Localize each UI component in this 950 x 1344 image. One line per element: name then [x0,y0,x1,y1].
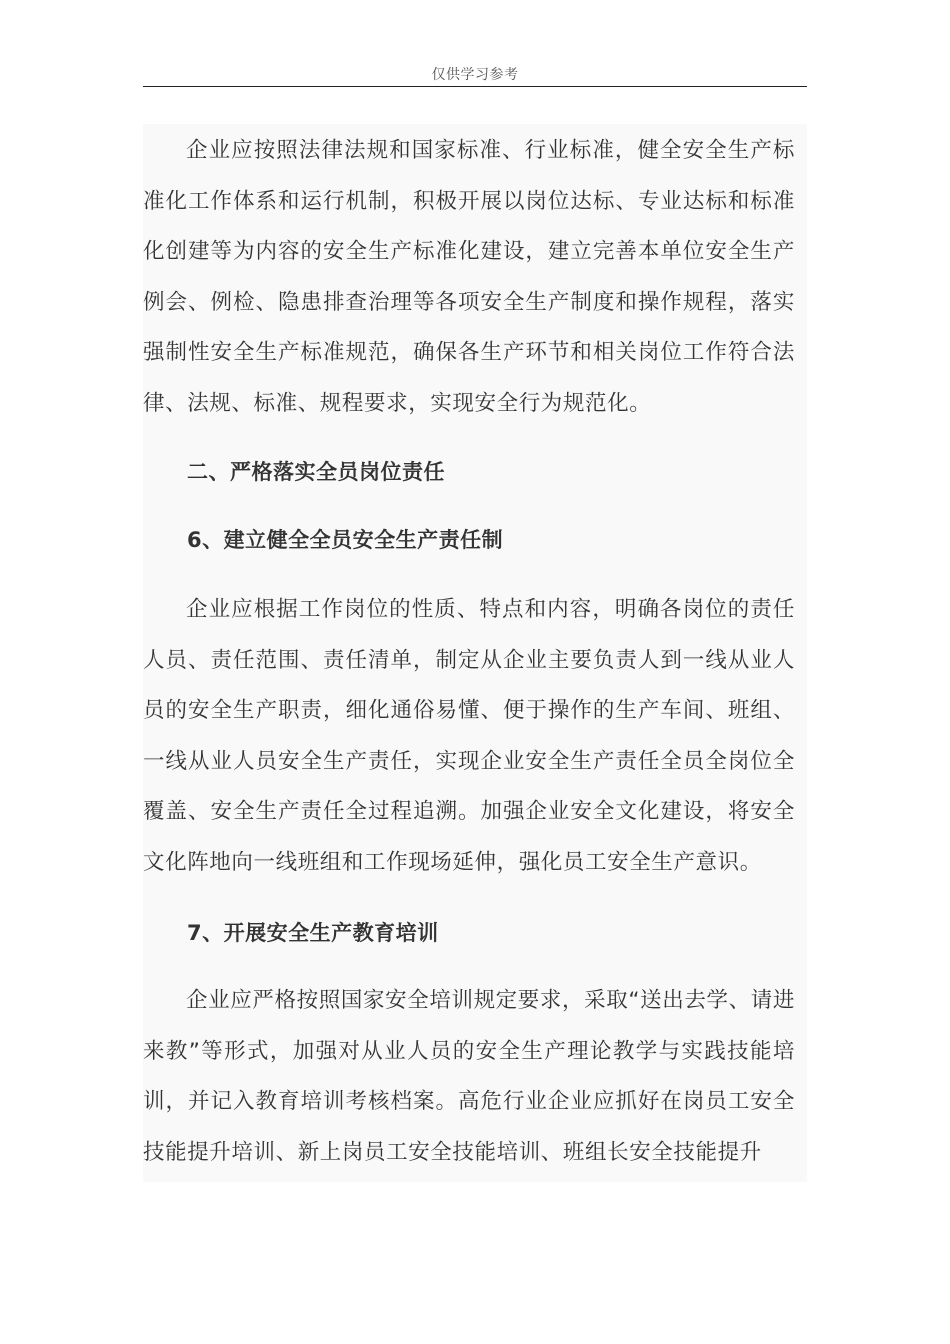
page-header [143,64,807,87]
paragraph-training: 企业应严格按照国家安全培训规定要求，采取“送出去学、请进来教”等形式，加强对从业人员的安全生产理论教学与实践技能培训，并记入教育培训考核档案。高危行业企业应抓好在岗员工安全技能提升培训、新上岗员工安全技能培训、班组长安全技能提升 [143,988,795,1165]
header-text: 仅供学习参考 [431,67,519,83]
section-heading: 二、严格落实全员岗位责任 [187,460,445,484]
document-body [143,124,807,1182]
heading-item-7: 7、开展安全生产教育培训 [187,921,439,945]
paragraph-standardization: 企业应按照法律法规和国家标准、行业标准，健全安全生产标准化工作体系和运行机制，积极开展以岗位达标、专业达标和标准化创建等为内容的安全生产标准化建设，建立完善本单位安全生产例会、例检、隐患排查治理等各项安全生产制度和操作规程，落实强制性安全生产标准规范，确保各生产环节和相关岗位工作符合法律、法规、标准、规程要求，实现安全行为规范化。 [143,138,795,416]
heading-item-6: 6、建立健全全员安全生产责任制 [187,528,504,552]
paragraph-responsibility: 企业应根据工作岗位的性质、特点和内容，明确各岗位的责任人员、责任范围、责任清单，制定从企业主要负责人到一线从业人员的安全生产职责，细化通俗易懂、便于操作的生产车间、班组、一线从业人员安全生产责任，实现企业安全生产责任全员全岗位全覆盖、安全生产责任全过程追溯。加强企业安全文化建设，将安全文化阵地向一线班组和工作现场延伸，强化员工安全生产意识。 [143,597,795,875]
